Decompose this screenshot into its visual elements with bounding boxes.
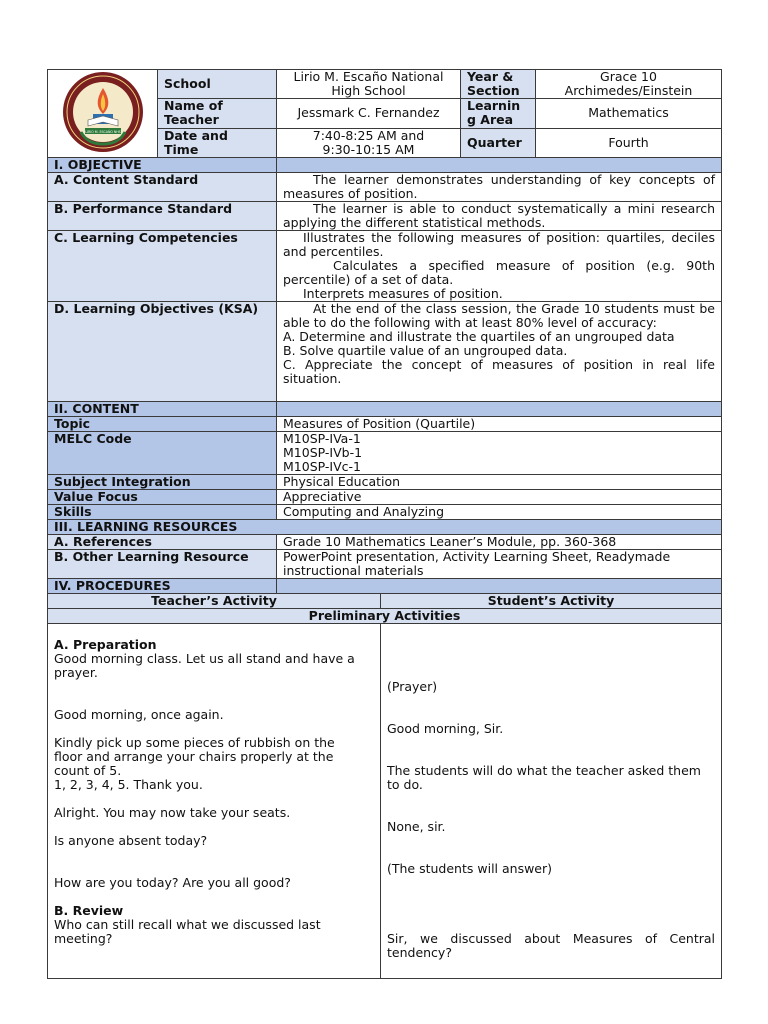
melc-codes: M10SP-IVa-1 M10SP-IVb-1 M10SP-IVc-1 bbox=[277, 432, 722, 475]
teacher-line-3a: Kindly pick up some pieces of rubbish on the bbox=[54, 735, 335, 750]
content-standard-label: A. Content Standard bbox=[48, 173, 277, 202]
objective-heading: I. OBJECTIVE bbox=[48, 158, 277, 173]
other-resource-value: PowerPoint presentation, Activity Learning Sheet, Readymade instructional materials bbox=[277, 550, 722, 579]
ksa-label: D. Learning Objectives (KSA) bbox=[48, 302, 277, 402]
resources-heading: III. LEARNING RESOURCES bbox=[48, 520, 722, 535]
header-table bbox=[47, 69, 722, 158]
content-heading: II. CONTENT bbox=[48, 402, 277, 417]
quarter-value: Fourth bbox=[536, 128, 722, 157]
teacher-value: Jessmark C. Fernandez bbox=[277, 99, 461, 128]
competencies-text: Illustrates the following measures of position: quartiles, deciles and percentiles. Calculates a specified measure of position (e.g. 90th percentile) of a set of data. Interprets measures of position. bbox=[277, 231, 722, 302]
review-heading: B. Review bbox=[54, 903, 124, 918]
year-section-value: Grace 10 Archimedes/Einstein bbox=[536, 70, 722, 99]
student-line-4: None, sir. bbox=[387, 819, 446, 834]
topic-value: Measures of Position (Quartile) bbox=[277, 417, 722, 432]
school-seal-icon bbox=[55, 70, 151, 154]
references-label: A. References bbox=[48, 535, 277, 550]
value-focus-label: Value Focus bbox=[48, 490, 277, 505]
competencies-label: C. Learning Competencies bbox=[48, 231, 277, 302]
teacher-label: Name of Teacher bbox=[158, 99, 277, 128]
teacher-line-5: Alright. You may now take your seats. bbox=[54, 805, 291, 820]
teacher-line-4: 1, 2, 3, 4, 5. Thank you. bbox=[54, 777, 203, 792]
integration-value: Physical Education bbox=[277, 475, 722, 490]
school-logo bbox=[48, 70, 158, 158]
teacher-line-1: Good morning class. Let us all stand and have a prayer. bbox=[54, 651, 355, 680]
melc-label: MELC Code bbox=[48, 432, 277, 475]
ksa-text: At the end of the class session, the Grade 10 students must be able to do the following with at least 80% level of accuracy: A. Determine and illustrate the quartiles of an ungrouped data B. Solve quartile value of an ungrouped data. C. Appreciate the concept of measures of position in real life situation. bbox=[277, 302, 722, 402]
date-label: Date and Time bbox=[158, 128, 277, 157]
performance-standard-label: B. Performance Standard bbox=[48, 202, 277, 231]
student-line-6: Sir, we discussed about Measures of Central tendency? bbox=[387, 931, 715, 960]
student-line-5: (The students will answer) bbox=[387, 861, 553, 876]
student-activity-column bbox=[381, 624, 722, 979]
teacher-activity-column bbox=[48, 624, 381, 979]
teacher-line-2: Good morning, once again. bbox=[54, 707, 224, 722]
date-value: 7:40-8:25 AM and 9:30-10:15 AM bbox=[277, 128, 461, 157]
lesson-body-table bbox=[47, 157, 722, 594]
learning-area-value: Mathematics bbox=[536, 99, 722, 128]
value-focus-value: Appreciative bbox=[277, 490, 722, 505]
student-line-1: (Prayer) bbox=[387, 679, 438, 694]
teacher-line-3b: floor and arrange your chairs properly at the bbox=[54, 749, 334, 764]
svg-text:LIRIO M. ESCAÑO NHS: LIRIO M. ESCAÑO NHS bbox=[84, 130, 121, 134]
references-value: Grade 10 Mathematics Leaner’s Module, pp. 360-368 bbox=[277, 535, 722, 550]
teacher-line-7: How are you today? Are you all good? bbox=[54, 875, 291, 890]
preparation-heading: A. Preparation bbox=[54, 637, 157, 652]
integration-label: Subject Integration bbox=[48, 475, 277, 490]
teacher-line-6: Is anyone absent today? bbox=[54, 833, 208, 848]
teacher-line-3c: count of 5. bbox=[54, 763, 122, 778]
student-line-3: The students will do what the teacher asked them to do. bbox=[387, 763, 701, 792]
procedures-table bbox=[47, 593, 722, 979]
student-activity-header: Student’s Activity bbox=[381, 594, 722, 609]
school-label: School bbox=[158, 70, 277, 99]
year-section-label: Year & Section bbox=[461, 70, 536, 99]
teacher-line-8: Who can still recall what we discussed last meeting? bbox=[54, 917, 321, 946]
teacher-activity-header: Teacher’s Activity bbox=[48, 594, 381, 609]
performance-standard-text: The learner is able to conduct systematically a mini research applying the different statistical methods. bbox=[277, 202, 722, 231]
learning-area-label: Learnin g Area bbox=[461, 99, 536, 128]
procedures-heading: IV. PROCEDURES bbox=[48, 579, 277, 594]
skills-value: Computing and Analyzing bbox=[277, 505, 722, 520]
content-standard-text: The learner demonstrates understanding of key concepts of measures of position. bbox=[277, 173, 722, 202]
preliminary-heading: Preliminary Activities bbox=[48, 609, 722, 624]
quarter-label: Quarter bbox=[461, 128, 536, 157]
skills-label: Skills bbox=[48, 505, 277, 520]
other-resource-label: B. Other Learning Resource bbox=[48, 550, 277, 579]
lesson-plan-page bbox=[47, 69, 721, 979]
topic-label: Topic bbox=[48, 417, 277, 432]
student-line-2: Good morning, Sir. bbox=[387, 721, 504, 736]
school-value: Lirio M. Escaño National High School bbox=[277, 70, 461, 99]
